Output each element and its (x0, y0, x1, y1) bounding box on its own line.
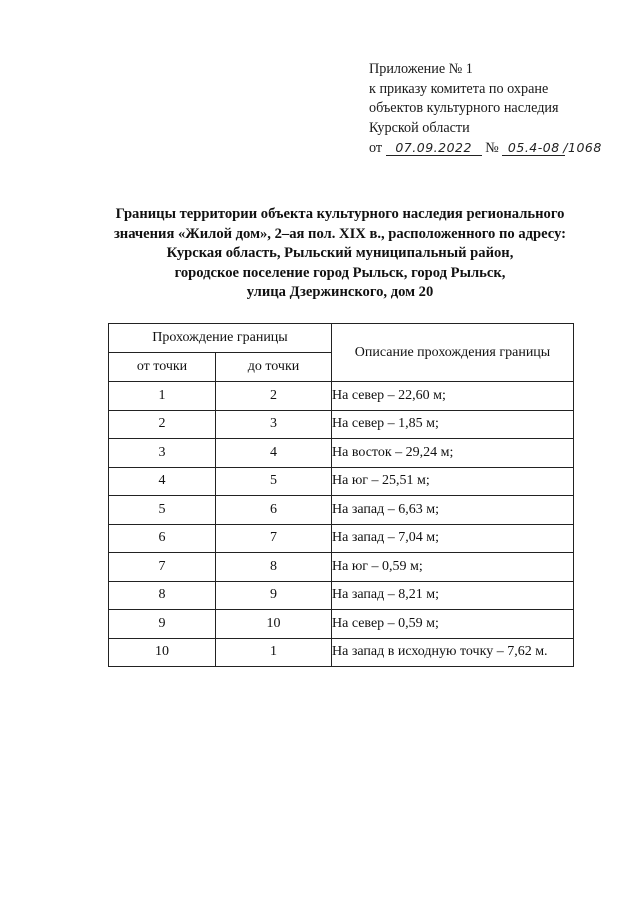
cell-from: 3 (109, 439, 216, 468)
cell-description: На запад – 6,63 м; (332, 496, 574, 525)
order-number: 05.4-08 (502, 140, 565, 156)
order-date: 07.09.2022 (386, 140, 482, 156)
cell-from: 6 (109, 524, 216, 553)
cell-to: 6 (216, 496, 332, 525)
cell-description: На юг – 25,51 м; (332, 467, 574, 496)
table-row (109, 524, 574, 553)
cell-description: На восток – 29,24 м; (332, 439, 574, 468)
appendix-date-number (369, 138, 634, 159)
cell-description: На запад – 8,21 м; (332, 581, 574, 610)
date-prefix: от (369, 140, 383, 156)
appendix-committee: объектов культурного наследия (369, 100, 559, 116)
cell-description: На север – 22,60 м; (332, 382, 574, 411)
title-line-3: Курская область, Рыльский муниципальный район, (166, 245, 514, 261)
number-prefix: № (485, 140, 499, 156)
cell-to: 9 (216, 581, 332, 610)
cell-from: 5 (109, 496, 216, 525)
title-line-2: значения «Жилой дом», 2–ая пол. XIX в., расположенного по адресу: (113, 225, 567, 242)
header-from-point: от точки (109, 353, 216, 382)
cell-to: 10 (216, 610, 332, 639)
appendix-title: Приложение № 1 (369, 61, 473, 77)
cell-description: На север – 1,85 м; (332, 410, 574, 439)
table-row (109, 581, 574, 610)
title-line-4: городское поселение город Рыльск, город Рыльск, (174, 264, 506, 281)
cell-from: 10 (109, 638, 216, 667)
table-row (109, 610, 574, 639)
cell-from: 9 (109, 610, 216, 639)
appendix-order-ref: к приказу комитета по охране (369, 80, 549, 97)
cell-to: 7 (216, 524, 332, 553)
cell-description: На юг – 0,59 м; (332, 553, 574, 582)
title-line-1: Границы территории объекта культурного наследия регионального (115, 206, 565, 222)
table-row (109, 467, 574, 496)
cell-description: На север – 0,59 м; (332, 610, 574, 639)
table-header-row (109, 324, 574, 353)
header-boundary-passage: Прохождение границы (109, 324, 332, 353)
title-line-5: улица Дзержинского, дом 20 (246, 284, 434, 300)
cell-from: 4 (109, 467, 216, 496)
cell-description: На запад – 7,04 м; (332, 524, 574, 553)
cell-from: 1 (109, 382, 216, 411)
cell-to: 4 (216, 439, 332, 468)
appendix-region: Курской области (369, 119, 470, 136)
cell-description: На запад в исходную точку – 7,62 м. (332, 638, 574, 667)
cell-from: 8 (109, 581, 216, 610)
header-to-point: до точки (216, 353, 332, 382)
cell-to: 2 (216, 382, 332, 411)
cell-to: 8 (216, 553, 332, 582)
table-row (109, 382, 574, 411)
cell-from: 7 (109, 553, 216, 582)
table-row (109, 496, 574, 525)
cell-from: 2 (109, 410, 216, 439)
appendix-header (369, 60, 634, 159)
cell-to: 5 (216, 467, 332, 496)
document-title (60, 205, 620, 303)
table-row (109, 439, 574, 468)
table-row (109, 638, 574, 667)
table-row (109, 553, 574, 582)
cell-to: 1 (216, 638, 332, 667)
table-row (109, 410, 574, 439)
boundary-table (108, 323, 574, 667)
cell-to: 3 (216, 410, 332, 439)
header-description: Описание прохождения границы (332, 324, 574, 382)
order-number-suffix: /1068 (563, 140, 602, 155)
